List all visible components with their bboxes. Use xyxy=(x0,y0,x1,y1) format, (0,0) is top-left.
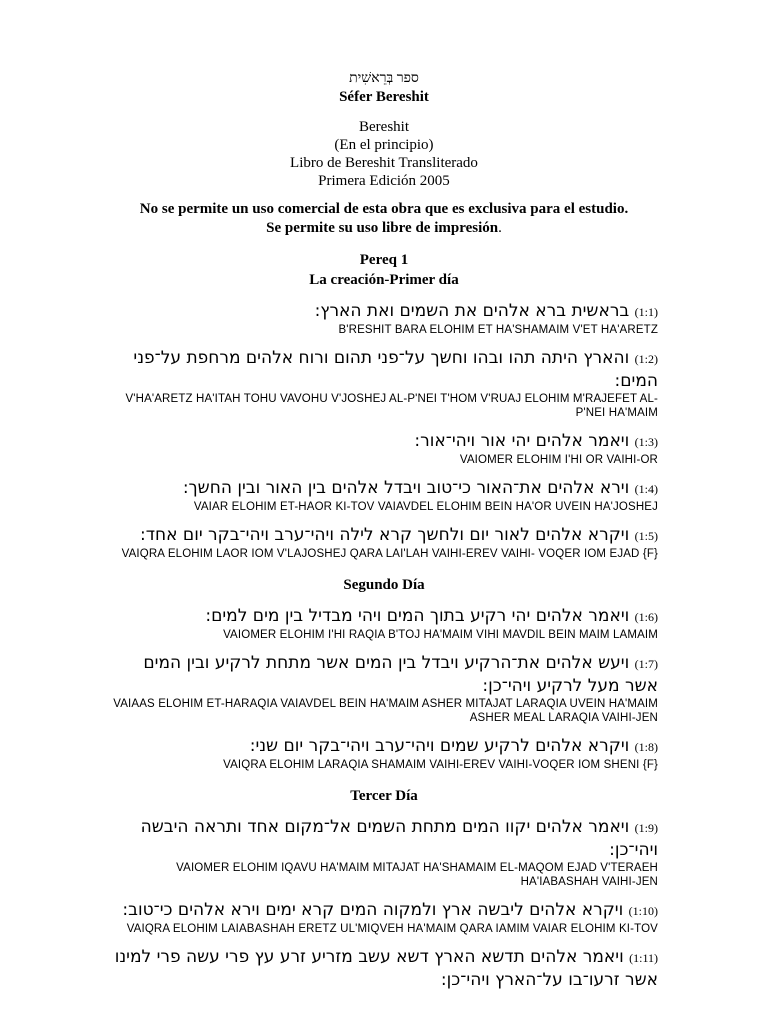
verse-1-6 xyxy=(110,605,658,642)
notice-line-2-period: . xyxy=(498,220,502,236)
intro-line-edition: Primera Edición 2005 xyxy=(318,173,450,189)
verse-1-1 xyxy=(110,300,658,337)
verse-1-4 xyxy=(110,477,658,514)
verse-1-9 xyxy=(110,816,658,889)
chapter-subtitle: La creación-Primer día xyxy=(309,272,459,288)
verse-ref: (1:7) xyxy=(634,657,658,671)
verse-1-2 xyxy=(110,347,658,420)
verse-transliteration: VAIOMER ELOHIM I'HI OR VAIHI-OR xyxy=(459,454,658,466)
verse-ref: (1:8) xyxy=(634,740,658,754)
verse-1-11 xyxy=(110,946,658,991)
verse-1-5 xyxy=(110,524,658,561)
verse-ref: (1:6) xyxy=(634,610,658,624)
verse-hebrew xyxy=(110,735,658,758)
verse-transliteration: VAIAAS ELOHIM ET-HARAQIA VAIAVDEL BEIN HA'MAIM ASHER MITAJAT LARAQIA UVEIN HA'MAIM ASHER MEAL LARAQIA VAIHI-JEN xyxy=(113,698,658,724)
verse-hebrew xyxy=(110,946,658,991)
verse-hebrew xyxy=(110,605,658,628)
section-title-day-2: Segundo Día xyxy=(343,577,425,593)
verse-hebrew-text: ויאמר אלהים יקוו המים מתחת השמים אל־מקום אחד ותראה היבשה ויהי־כן: xyxy=(140,817,658,860)
notice-line-2-text: Se permite su uso libre de impresión xyxy=(266,220,499,236)
usage-notice xyxy=(80,200,688,238)
verse-ref: (1:4) xyxy=(634,482,658,496)
verse-hebrew-text: ויאמר אלהים יהי רקיע בתוך המים ויהי מבדיל בין מים למים: xyxy=(205,606,630,626)
verse-hebrew xyxy=(110,347,658,392)
verse-1-10 xyxy=(110,899,658,936)
verse-hebrew-text: ויקרא אלהים ליבשה ארץ ולמקוה המים קרא ימים וירא אלהים כי־טוב: xyxy=(122,900,624,920)
verse-transliteration: VAIQRA ELOHIM LAIABASHAH ERETZ UL'MIQVEH HA'MAIM QARA IAMIM VAIAR ELOHIM KI-TOV xyxy=(126,923,658,935)
verse-ref: (1:3) xyxy=(634,435,658,449)
verse-ref: (1:10) xyxy=(628,904,658,918)
verse-transliteration: VAIQRA ELOHIM LARAQIA SHAMAIM VAIHI-EREV VAIHI-VOQER IOM SHENI {F} xyxy=(223,759,658,771)
verse-ref: (1:1) xyxy=(634,305,658,319)
verse-hebrew xyxy=(110,524,658,547)
verse-1-8 xyxy=(110,735,658,772)
verse-transliteration: VAIOMER ELOHIM IQAVU HA'MAIM MITAJAT HA'SHAMAIM EL-MAQOM EJAD V'TERAEH HA'IABASHAH VAIHI-JEN xyxy=(176,862,658,888)
verse-hebrew-text: בראשית ברא אלהים את השמים ואת הארץ: xyxy=(314,301,630,321)
verse-hebrew xyxy=(110,430,658,453)
verse-ref: (1:11) xyxy=(629,951,658,965)
verse-transliteration: VAIAR ELOHIM ET-HAOR KI-TOV VAIAVDEL ELOHIM BEIN HA'OR UVEIN HA'JOSHEJ xyxy=(193,501,658,513)
verse-hebrew-text: ויקרא אלהים לאור יום ולחשך קרא לילה ויהי־ערב ויהי־בקר יום אחד: xyxy=(140,525,630,545)
verse-transliteration: V'HA'ARETZ HA'ITAH TOHU VAVOHU V'JOSHEJ AL-P'NEI T'HOM V'RUAJ ELOHIM M'RAJEFET AL-P'NEI HA'MAIM xyxy=(125,393,658,419)
verse-hebrew-text: ויעש אלהים את־הרקיע ויבדל בין המים אשר מתחת לרקיע ובין המים אשר מעל לרקיע ויהי־כן: xyxy=(143,653,658,696)
verse-1-3 xyxy=(110,430,658,467)
verse-transliteration: VAIQRA ELOHIM LAOR IOM V'LAJOSHEJ QARA LAI'LAH VAIHI-EREV VAIHI- VOQER IOM EJAD {F} xyxy=(121,548,658,560)
chapter-heading xyxy=(110,250,658,290)
verse-1-7 xyxy=(110,652,658,725)
verse-ref: (1:9) xyxy=(634,821,658,835)
verse-hebrew xyxy=(110,816,658,861)
verse-transliteration: B'RESHIT BARA ELOHIM ET HA'SHAMAIM V'ET HA'ARETZ xyxy=(338,324,658,336)
intro-line-book: Libro de Bereshit Transliterado xyxy=(290,155,478,171)
verse-hebrew-text: וירא אלהים את־האור כי־טוב ויבדל אלהים בין האור ובין החשך: xyxy=(182,478,630,498)
verse-ref: (1:2) xyxy=(634,352,658,366)
verse-hebrew xyxy=(110,300,658,323)
section-title-day-3: Tercer Día xyxy=(350,788,418,804)
intro-line-bereshit: Bereshit xyxy=(359,119,409,135)
notice-line-2 xyxy=(80,219,688,238)
verse-hebrew xyxy=(110,899,658,922)
verse-hebrew-text: ויאמר אלהים יהי אור ויהי־אור: xyxy=(414,431,630,451)
hebrew-book-title: ספר בְּרֵאשִׁית xyxy=(349,71,419,86)
document-page xyxy=(110,70,658,991)
verse-hebrew-text: ויקרא אלהים לרקיע שמים ויהי־ערב ויהי־בקר יום שני: xyxy=(249,736,630,756)
book-title: Séfer Bereshit xyxy=(339,89,429,105)
verse-hebrew-text: והארץ היתה תהו ובהו וחשך על־פני תהום ורוח אלהים מרחפת על־פני המים: xyxy=(133,348,658,391)
chapter-label: Pereq 1 xyxy=(359,252,409,268)
verse-transliteration: VAIOMER ELOHIM I'HI RAQIA B'TOJ HA'MAIM VIHI MAVDIL BEIN MAIM LAMAIM xyxy=(223,629,658,641)
verse-hebrew xyxy=(110,652,658,697)
verse-hebrew xyxy=(110,477,658,500)
intro-line-meaning: (En el principio) xyxy=(334,137,434,153)
notice-line-1: No se permite un uso comercial de esta obra que es exclusiva para el estudio. xyxy=(139,201,629,217)
verse-ref: (1:5) xyxy=(634,529,658,543)
verse-hebrew-text: ויאמר אלהים תדשא הארץ דשא עשב מזריע זרע עץ פרי עשה פרי למינו אשר זרעו־בו על־הארץ ויהי־כן: xyxy=(114,947,658,990)
intro-block xyxy=(110,118,658,190)
